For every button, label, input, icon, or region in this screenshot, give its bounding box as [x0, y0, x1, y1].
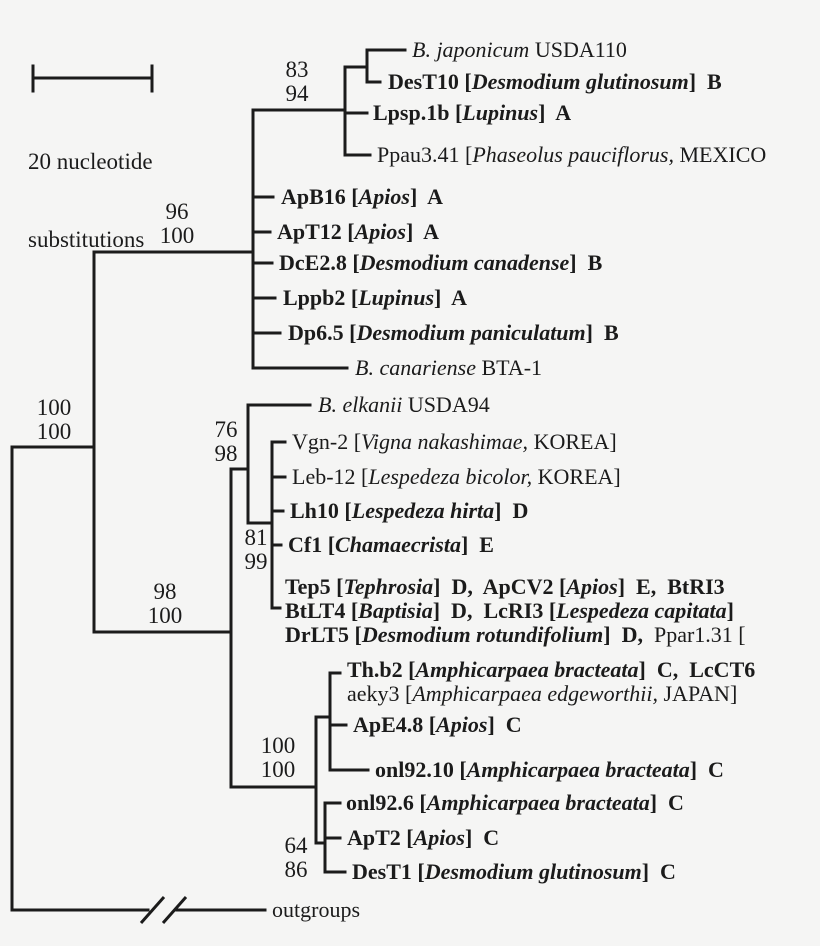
- tip-label-segment: Desmodium paniculatum: [356, 320, 586, 345]
- tip-label-segment: Tep5 [: [285, 574, 344, 599]
- bootstrap-top-value: 81: [244, 525, 268, 550]
- tip-label-segment: Lespedeza hirta: [351, 498, 495, 523]
- tip-label-line: [353, 713, 522, 737]
- tip-label-segment: KOREA]: [528, 429, 617, 454]
- tip-label-leb12: [292, 465, 621, 489]
- tip-label-segment: ApT2 [: [347, 825, 414, 850]
- tip-label-line: [285, 623, 746, 647]
- tip-label-segment: B. japonicum: [412, 37, 530, 62]
- tip-label-segment: ] B: [688, 69, 722, 94]
- tip-label-segment: onl92.6 [: [346, 790, 427, 815]
- tip-label-segment: Apios: [354, 219, 406, 244]
- tip-label-segment: ] C: [649, 790, 684, 815]
- tip-label-segment: ] A: [538, 100, 572, 125]
- bootstrap-bottom-value: 94: [285, 81, 309, 106]
- tip-label-segment: Amphicarpaea bracteata: [466, 757, 690, 782]
- tip-label-segment: USDA110: [529, 37, 627, 62]
- tip-label-b-japonicum: [412, 38, 627, 62]
- tip-label-segment: Vigna nakashimae,: [361, 429, 529, 454]
- tip-label-segment: Apios: [566, 574, 618, 599]
- bootstrap-label-mid-sub: [245, 526, 268, 574]
- tip-label-segment: Lpsp.1b [: [373, 100, 463, 125]
- tip-label-segment: ] E: [460, 532, 494, 557]
- bootstrap-label-top-inner: [286, 58, 309, 106]
- tip-label-thb2-group: [347, 658, 755, 706]
- tip-label-dest10: [388, 70, 722, 94]
- tip-label-segment: Apios: [436, 712, 488, 737]
- tip-label-segment: DesT1 [: [352, 859, 425, 884]
- bootstrap-label-mid-clade: [148, 580, 183, 628]
- tip-label-line: [347, 658, 755, 682]
- tip-label-line: [412, 38, 627, 62]
- tip-label-segment: Desmodium canadense: [359, 250, 570, 275]
- tip-label-line: [285, 599, 746, 623]
- bootstrap-top-value: 100: [36, 395, 72, 420]
- tip-label-segment: Dp6.5 [: [288, 320, 357, 345]
- tip-label-segment: B. elkanii: [318, 392, 403, 417]
- tip-label-line: [272, 898, 360, 922]
- tip-label-segment: ] C: [641, 859, 676, 884]
- tip-label-segment: ] C: [464, 825, 500, 850]
- bootstrap-bottom-value: 100: [260, 757, 296, 782]
- tip-label-segment: Chamaecrista: [335, 532, 461, 557]
- tip-label-line: [318, 393, 490, 417]
- tip-label-dce28: [279, 251, 602, 275]
- tip-label-segment: DesT10 [: [388, 69, 472, 94]
- tip-label-segment: ] D: [494, 498, 529, 523]
- tip-label-tep5-group: [285, 575, 746, 647]
- tip-label-line: [283, 286, 467, 310]
- tip-label-cf1: [288, 533, 494, 557]
- tip-label-line: [377, 143, 766, 167]
- tip-label-line: [288, 533, 494, 557]
- tip-label-segment: ] D, ApCV2 [: [433, 574, 567, 599]
- tip-label-line: [288, 321, 619, 345]
- tip-label-segment: BTA-1: [475, 355, 543, 380]
- tip-label-segment: BtLT4 [: [285, 598, 359, 623]
- tip-label-segment: Cf1 [: [288, 532, 336, 557]
- tip-label-segment: Lespedeza capitata: [556, 598, 727, 623]
- bootstrap-top-value: 83: [285, 57, 309, 82]
- tip-label-b-canariense: [355, 356, 542, 380]
- bootstrap-top-value: 98: [153, 579, 177, 604]
- tip-label-line: [347, 826, 499, 850]
- bootstrap-label-c-sub: [285, 834, 308, 882]
- scale-bar-caption: [28, 97, 153, 305]
- bootstrap-label-mid-inner: [215, 418, 238, 466]
- tip-label-line: [375, 758, 724, 782]
- tip-label-segment: Lespedeza bicolor,: [368, 464, 533, 489]
- tip-label-segment: ] A: [434, 285, 468, 310]
- tip-label-segment: Lh10 [: [290, 498, 352, 523]
- tip-label-apt2: [347, 826, 499, 850]
- tip-label-segment: ] D, LcRI3 [: [432, 598, 557, 623]
- tip-label-segment: Desmodium rotundifolium: [361, 622, 604, 647]
- tip-label-segment: ] A: [409, 184, 443, 209]
- tip-label-onl926: [346, 791, 684, 815]
- tip-label-segment: Vgn-2 [: [292, 429, 362, 454]
- tip-label-segment: Baptisia: [358, 598, 433, 623]
- tip-label-ppau341: [377, 143, 766, 167]
- tip-label-segment: onl92.10 [: [375, 757, 467, 782]
- tip-label-segment: Phaseolus pauciflorus,: [472, 142, 674, 167]
- tip-label-outgroups: [272, 898, 360, 922]
- bootstrap-label-c-clade: [261, 734, 296, 782]
- tip-label-b-elkanii: [318, 393, 490, 417]
- tip-label-segment: ApB16 [: [281, 184, 359, 209]
- tip-label-line: [277, 220, 439, 244]
- tip-label-apt12: [277, 220, 439, 244]
- tip-label-segment: Desmodium glutinosum: [424, 859, 642, 884]
- tip-label-segment: ApT12 [: [277, 219, 355, 244]
- tip-label-segment: Lupinus: [358, 285, 435, 310]
- tip-label-dest1: [352, 860, 676, 884]
- bootstrap-top-value: 76: [214, 417, 238, 442]
- tip-label-segment: Amphicarpaea edgeworthii,: [412, 681, 658, 706]
- tip-label-apb16: [281, 185, 443, 209]
- bootstrap-bottom-value: 86: [284, 857, 308, 882]
- tip-label-segment: Th.b2 [: [347, 657, 416, 682]
- bootstrap-top-value: 96: [165, 199, 189, 224]
- bootstrap-bottom-value: 98: [214, 441, 238, 466]
- tip-label-segment: ApE4.8 [: [353, 712, 437, 737]
- tip-label-segment: KOREA]: [532, 464, 621, 489]
- bootstrap-label-root: [37, 396, 72, 444]
- tip-label-segment: MEXICO: [674, 142, 767, 167]
- tip-label-line: [355, 356, 542, 380]
- tip-label-segment: outgroups: [272, 897, 360, 922]
- tip-label-segment: ] C, LcCT6: [638, 657, 756, 682]
- tip-label-segment: DcE2.8 [: [279, 250, 360, 275]
- tip-label-dp65: [288, 321, 619, 345]
- tip-label-segment: ] E, BtRI3: [617, 574, 725, 599]
- tip-label-line: [279, 251, 602, 275]
- tip-label-segment: Amphicarpaea bracteata: [415, 657, 639, 682]
- tip-label-segment: Tephrosia: [343, 574, 434, 599]
- tip-label-segment: ] B: [585, 320, 619, 345]
- bootstrap-top-value: 100: [260, 733, 296, 758]
- tip-label-segment: ]: [726, 598, 734, 623]
- tip-label-segment: ] C: [689, 757, 724, 782]
- tip-label-segment: Apios: [413, 825, 465, 850]
- bootstrap-bottom-value: 100: [159, 223, 195, 248]
- tip-label-segment: JAPAN]: [658, 681, 738, 706]
- tip-label-line: [346, 791, 684, 815]
- tip-label-ape48: [353, 713, 522, 737]
- tip-label-lppb2: [283, 286, 467, 310]
- tip-label-lpsp1b: [373, 101, 571, 125]
- scale-caption-line1: 20 nucleotide: [28, 149, 153, 174]
- tip-label-segment: Lupinus: [462, 100, 539, 125]
- tip-label-segment: Leb-12 [: [292, 464, 369, 489]
- bootstrap-label-top-clade: [160, 200, 195, 248]
- tip-label-segment: ] B: [569, 250, 603, 275]
- bootstrap-top-value: 64: [284, 833, 308, 858]
- tip-label-segment: Ppau3.41 [: [377, 142, 473, 167]
- scale-caption-line2: substitutions: [28, 227, 145, 252]
- tip-label-segment: ] C: [487, 712, 522, 737]
- tip-label-lh10: [290, 499, 528, 523]
- tip-label-line: [290, 499, 528, 523]
- bootstrap-bottom-value: 100: [147, 603, 183, 628]
- bootstrap-bottom-value: 99: [244, 549, 268, 574]
- tip-label-segment: Desmodium glutinosum: [471, 69, 689, 94]
- tip-label-segment: ] A: [405, 219, 439, 244]
- tip-label-onl9210: [375, 758, 724, 782]
- tip-label-segment: ] D,: [603, 622, 643, 647]
- tip-label-segment: DrLT5 [: [285, 622, 362, 647]
- tip-label-segment: Amphicarpaea bracteata: [426, 790, 650, 815]
- tip-label-vgn2: [292, 430, 617, 454]
- tip-label-line: [285, 575, 746, 599]
- tip-label-line: [292, 430, 617, 454]
- tip-label-segment: Ppar1.31 [: [642, 622, 746, 647]
- tip-label-line: [281, 185, 443, 209]
- tip-label-line: [373, 101, 571, 125]
- tip-label-line: [352, 860, 676, 884]
- tip-label-line: [292, 465, 621, 489]
- bootstrap-bottom-value: 100: [36, 419, 72, 444]
- tip-label-line: [347, 682, 755, 706]
- tip-label-line: [388, 70, 722, 94]
- tip-label-segment: Apios: [358, 184, 410, 209]
- tip-label-segment: Lppb2 [: [283, 285, 359, 310]
- tip-label-segment: aeky3 [: [347, 681, 413, 706]
- tip-label-segment: USDA94: [402, 392, 490, 417]
- tip-label-segment: B. canariense: [355, 355, 476, 380]
